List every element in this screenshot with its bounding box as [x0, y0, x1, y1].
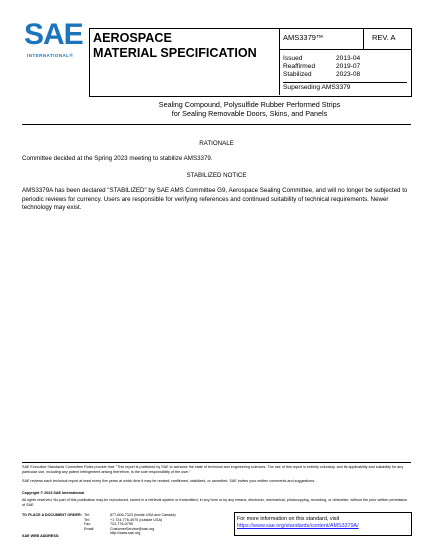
stabilized-notice-heading: STABILIZED NOTICE — [186, 172, 247, 179]
info-line: For more information on this standard, visit — [237, 516, 340, 522]
rationale-heading: RATIONALE — [199, 140, 234, 147]
footer-copyright: Copyright © 2023 SAE International — [22, 491, 85, 495]
date-label: Issued — [283, 55, 303, 62]
header-divider — [279, 28, 280, 95]
document-number: AMS3379™ — [283, 33, 324, 42]
contact-key: Tel: — [84, 513, 90, 517]
stabilized-notice-text: AMS3379A has been declared "STABILIZED" by SAE AMS Committee G9, Aerospace Sealing Committee, and will no longer be subjected to periodic reviews for currency. Users are responsible for verifying references and continued suitability of technical requirements. Newer technology may exist. — [22, 187, 408, 212]
superseding-note: Superseding AMS3379 — [283, 84, 351, 91]
sae-logo: SAE — [24, 18, 83, 51]
contact-value: +1 724-776-4970 (outside USA) — [110, 517, 163, 522]
header-divider — [279, 49, 411, 50]
subject-line1: Sealing Compound, Polysulfide Rubber Performed Strips — [158, 100, 341, 109]
header-divider — [363, 28, 364, 49]
footer-policy: SAE Executive Standards Committee Rules provide that: "This report is published by SAE to advance the state of technical and engineering sciences. The use of this report is entirely voluntary, and its applicability and suitability for any particular use, including any patent infringement arising therefrom, is the sole responsibility of the user." — [22, 465, 404, 474]
contact-key: Fax: — [84, 522, 92, 526]
date-label: Reaffirmed — [283, 63, 316, 71]
footer-rule — [22, 462, 411, 463]
contact-value: 877-606-7323 (inside USA and Canada) — [110, 513, 176, 517]
contact-row — [84, 531, 176, 536]
info-box-text — [237, 516, 359, 530]
contact-key: Email: — [84, 526, 95, 531]
date-label: Stabilized — [283, 71, 312, 79]
date-row-reaffirmed — [283, 63, 360, 71]
contact-email-link[interactable]: CustomerService@sae.org — [110, 526, 155, 531]
contact-list — [84, 513, 176, 536]
subject-line2: for Sealing Removable Doors, Skins, and Panels — [171, 109, 328, 119]
date-row-issued — [283, 55, 360, 63]
revision-label: REV. A — [372, 33, 396, 42]
footer-rights: All rights reserved. No part of this publication may be reproduced, stored in a retrieval system or transmitted, in any form or by any means, electronic, mechanical, photocopying, recording, or otherwise, without the prior written permission of SAE. — [22, 498, 408, 507]
date-row-stabilized — [283, 71, 360, 79]
order-label: TO PLACE A DOCUMENT ORDER: — [22, 513, 82, 517]
date-value: 2019-07 — [336, 63, 361, 71]
document-type-line1: AEROSPACE — [93, 31, 172, 45]
date-table — [283, 55, 360, 80]
date-value: 2013-04 — [336, 55, 361, 62]
contact-key — [84, 531, 110, 536]
subject-rule — [22, 124, 411, 125]
sae-website-link[interactable]: http://www.sae.org — [110, 531, 141, 535]
document-type-title — [93, 31, 257, 60]
rationale-text: Committee decided at the Spring 2023 meeting to stabilize AMS3379. — [22, 155, 213, 162]
web-address-label: SAE WEB ADDRESS: — [22, 534, 60, 538]
document-type-line2: MATERIAL SPECIFICATION — [93, 45, 257, 60]
document-subject — [89, 100, 410, 118]
sae-logo-subtitle: INTERNATIONAL® — [27, 53, 74, 58]
superseding-rule — [283, 82, 407, 83]
contact-key: Tel: — [84, 517, 90, 522]
footer-review: SAE reviews each technical report at least every five years at which time it may be revised, reaffirmed, stabilized, or cancelled. SAE invites your written comments and suggestions. — [22, 479, 316, 483]
date-value: 2023-08 — [336, 71, 361, 79]
standard-url-link[interactable]: https://www.sae.org/standards/content/AMS3379A/ — [237, 523, 359, 529]
contact-value: 724-776-0790 — [110, 522, 133, 526]
